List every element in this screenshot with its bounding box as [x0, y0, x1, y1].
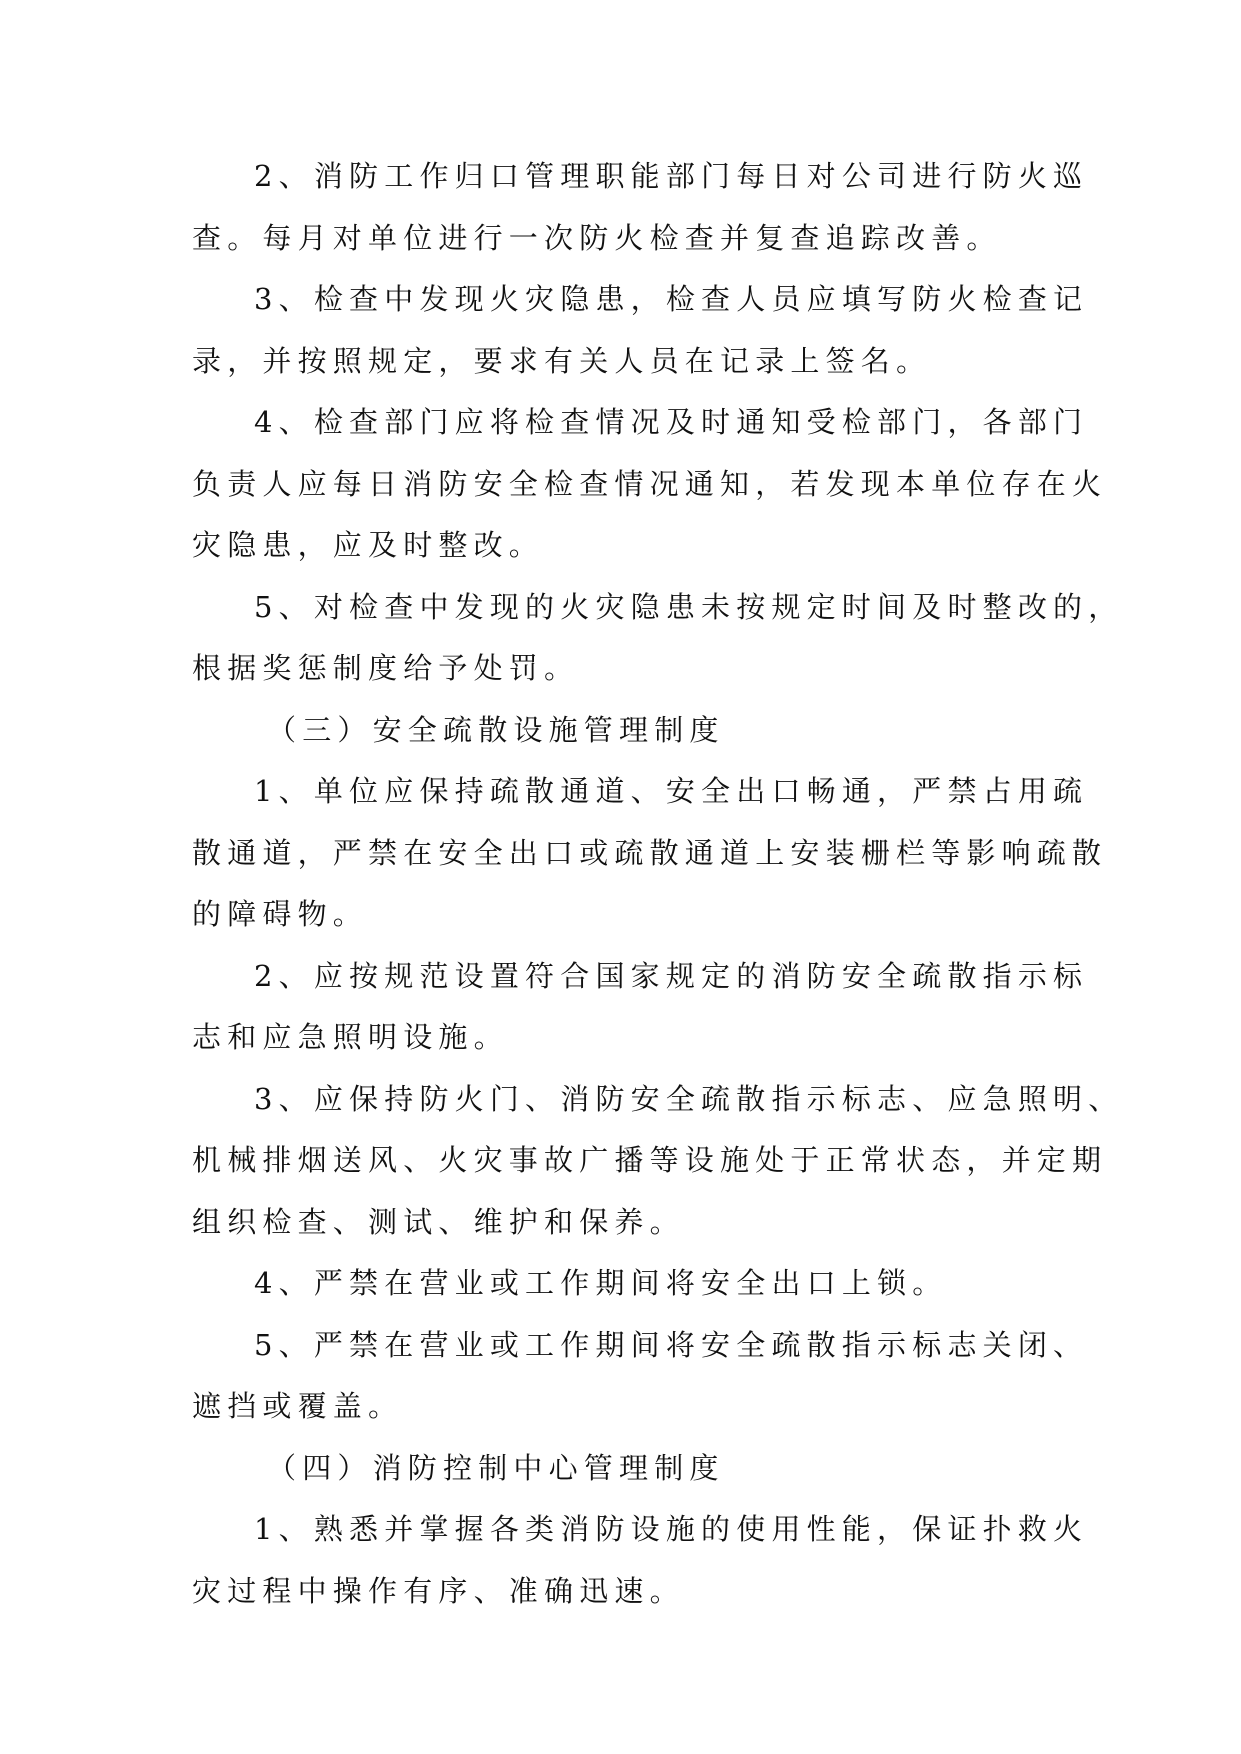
paragraph-line: 1、熟悉并掌握各类消防设施的使用性能，保证扑救火 [254, 1512, 1089, 1546]
document-page [192, 146, 1124, 1622]
paragraph-line: 志和应急照明设施。 [192, 1020, 509, 1054]
paragraph-line: 查。每月对单位进行一次防火检查并复查追踪改善。 [192, 220, 1002, 255]
paragraph-line: 的障碍物。 [192, 897, 369, 931]
paragraph-line: 负责人应每日消防安全检查情况通知，若发现本单位存在火 [192, 466, 1108, 501]
paragraph-line: 5、严禁在营业或工作期间将安全疏散指示标志关闭、 [254, 1327, 1089, 1362]
paragraph-line: 根据奖惩制度给予处罚。 [192, 651, 580, 685]
paragraph-line: 灾隐患，应及时整改。 [192, 528, 545, 562]
paragraph-line: 4、严禁在营业或工作期间将安全出口上锁。 [254, 1266, 948, 1300]
paragraph-line: 2、应按规范设置符合国家规定的消防安全疏散指示标 [254, 958, 1089, 993]
paragraph-line: 组织检查、测试、维护和保养。 [192, 1204, 685, 1239]
paragraph-line: 5、对检查中发现的火灾隐患未按规定时间及时整改的， [254, 589, 1124, 624]
paragraph-line: 3、检查中发现火灾隐患，检查人员应填写防火检查记 [254, 282, 1089, 316]
section-heading: （四）消防控制中心管理制度 [267, 1450, 725, 1485]
paragraph-line: 机械排烟送风、火灾事故广播等设施处于正常状态，并定期 [192, 1143, 1108, 1177]
paragraph-line: 3、应保持防火门、消防安全疏散指示标志、应急照明、 [254, 1081, 1124, 1116]
paragraph-line: 灾过程中操作有序、准确迅速。 [192, 1573, 685, 1608]
paragraph-line: 遮挡或覆盖。 [192, 1389, 404, 1423]
paragraph-line: 2、消防工作归口管理职能部门每日对公司进行防火巡 [254, 159, 1089, 193]
paragraph-line: 4、检查部门应将检查情况及时通知受检部门，各部门 [254, 405, 1089, 439]
section-heading: （三）安全疏散设施管理制度 [267, 712, 725, 747]
paragraph-line: 散通道，严禁在安全出口或疏散通道上安装栅栏等影响疏散 [192, 835, 1108, 870]
paragraph-line: 录，并按照规定，要求有关人员在记录上签名。 [192, 343, 932, 378]
paragraph-line: 1、单位应保持疏散通道、安全出口畅通，严禁占用疏 [254, 774, 1089, 808]
